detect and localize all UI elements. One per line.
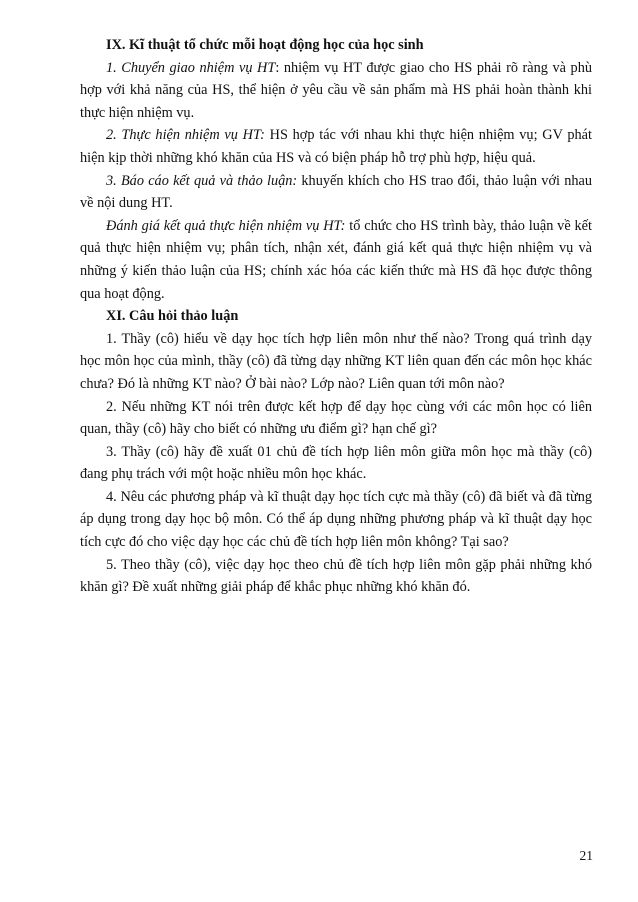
section-ix-paragraph-3: [80, 170, 592, 215]
discussion-question-5: 5. Theo thầy (cô), việc dạy học theo chủ đề tích hợp liên môn gặp phải những khó khăn gì? Đề xuất những giải pháp để khắc phục những khó khăn đó.: [80, 556, 592, 596]
discussion-question-3: 3. Thầy (cô) hãy đề xuất 01 chủ đề tích hợp liên môn giữa môn học mà thầy (cô) đang phụ trách với một hoặc nhiều môn học khác.: [80, 443, 592, 483]
paragraph-lead: 2. Thực hiện nhiệm vụ HT:: [106, 127, 265, 144]
document-page: [80, 34, 592, 599]
section-ix-paragraph-4: [80, 215, 592, 305]
paragraph-body: : nhiệm vụ HT được giao cho HS phải rõ ràng và phù hợp với khả năng của HS, thể hiện ở yêu cầu về sản phẩm mà HS phải hoàn thành khi thực hiện nhiệm vụ.: [80, 59, 592, 121]
paragraph-body: khuyến khích cho HS trao đổi, thảo luận với nhau về nội dung HT.: [80, 172, 592, 212]
section-ix-paragraph-2: [80, 124, 592, 169]
discussion-question-1: 1. Thầy (cô) hiểu về dạy học tích hợp liên môn như thế nào? Trong quá trình dạy học môn học của mình, thầy (cô) đã từng dạy những KT liên quan đến các môn học khác chưa? Đó là những KT nào? Ở bài nào? Lớp nào? Liên quan tới môn nào?: [80, 330, 592, 392]
paragraph-body: tổ chức cho HS trình bày, thảo luận về kết quả thực hiện nhiệm vụ; phân tích, nhận xét, đánh giá kết quả thực hiện nhiệm vụ và những ý kiến thảo luận của HS; chính xác hóa các kiến thức mà HS đã học được thông qua hoạt động.: [80, 217, 592, 302]
discussion-question-4: 4. Nêu các phương pháp và kĩ thuật dạy học tích cực mà thầy (cô) đã biết và đã từng áp dụng trong dạy học bộ môn. Có thể áp dụng những phương pháp và kĩ thuật dạy học tích cực đó cho việc dạy học các chủ đề tích hợp liên môn không? Tại sao?: [80, 488, 592, 551]
paragraph-lead: 3. Báo cáo kết quả và thảo luận:: [106, 172, 298, 189]
paragraph-lead: Đánh giá kết quả thực hiện nhiệm vụ HT:: [106, 217, 346, 234]
section-xi-heading: XI. Câu hỏi thảo luận: [106, 308, 239, 325]
page-number: 21: [579, 848, 593, 863]
paragraph-body: HS hợp tác với nhau khi thực hiện nhiệm vụ; GV phát hiện kịp thời những khó khăn của HS và có biện pháp hỗ trợ phù hợp, hiệu quả.: [80, 127, 592, 166]
section-ix-heading: IX. Kĩ thuật tổ chức mỗi hoạt động học của học sinh: [106, 37, 424, 53]
section-ix-paragraph-1: [80, 57, 592, 125]
discussion-question-2: 2. Nếu những KT nói trên được kết hợp để dạy học cùng với các môn học có liên quan, thầy (cô) hãy cho biết có những ưu điểm gì? hạn chế gì?: [80, 398, 592, 438]
paragraph-lead: 1. Chuyển giao nhiệm vụ HT: [106, 59, 276, 76]
